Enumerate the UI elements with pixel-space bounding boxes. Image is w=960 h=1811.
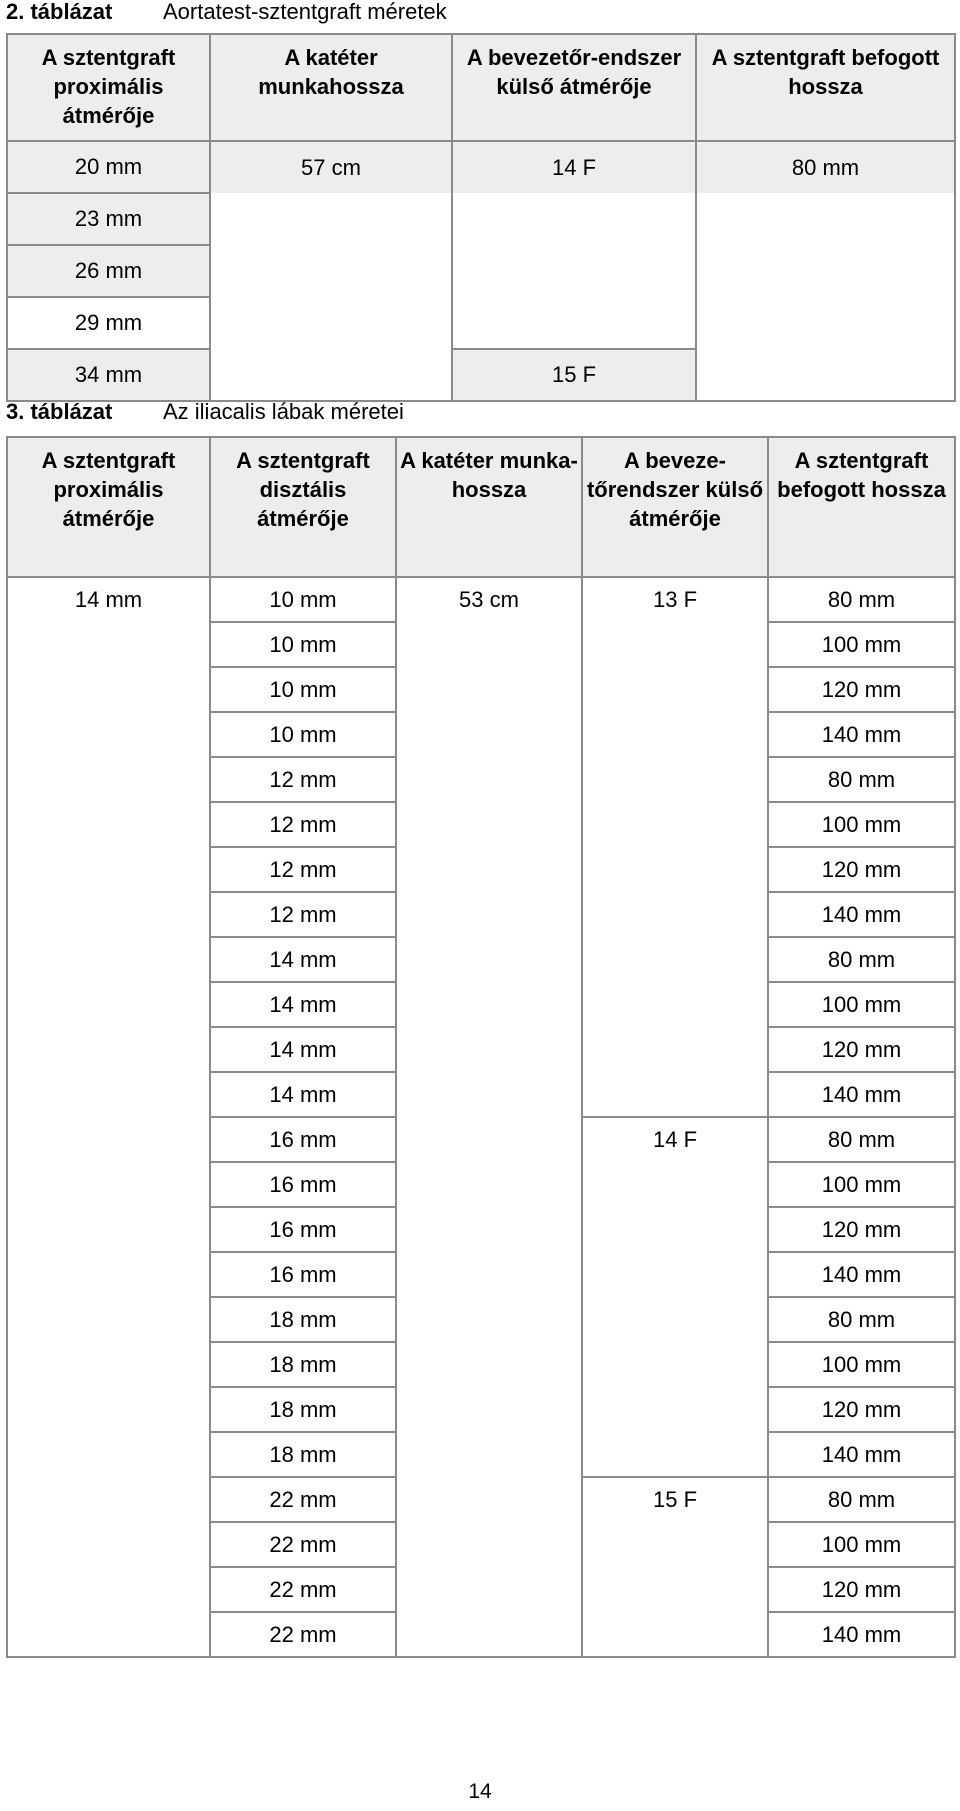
table2-proximal-cell: 34 mm <box>7 349 210 401</box>
table3-sheath-cell: 13 F <box>582 577 768 622</box>
table-row <box>7 1342 955 1387</box>
table-row <box>7 1027 955 1072</box>
table2-header-catheter: A katéter munkahossza <box>210 34 452 141</box>
table3-sheath-cell: 15 F <box>582 1477 768 1522</box>
table3-proximal-cell <box>7 1477 210 1522</box>
table3-proximal-cell <box>7 1297 210 1342</box>
table3-proximal-cell <box>7 982 210 1027</box>
table3-proximal-cell <box>7 1387 210 1432</box>
table3-length-cell: 100 mm <box>768 1522 955 1567</box>
table3-distal-cell: 16 mm <box>210 1117 396 1162</box>
table-row <box>7 193 955 245</box>
table-row <box>7 1297 955 1342</box>
page-number: 14 <box>468 1780 492 1803</box>
table3-length-cell: 80 mm <box>768 757 955 802</box>
table2-blank-cell <box>210 297 452 349</box>
table3-catheter-cell <box>396 1477 582 1522</box>
table3-distal-cell: 10 mm <box>210 577 396 622</box>
table3-distal-cell: 16 mm <box>210 1162 396 1207</box>
table3-distal-cell: 10 mm <box>210 667 396 712</box>
table3-header-length: A sztentgraft befogott hossza <box>768 437 955 577</box>
table-row <box>7 141 955 193</box>
table3-catheter-cell <box>396 1207 582 1252</box>
table-row <box>7 667 955 712</box>
table-row <box>7 245 955 297</box>
table3-proximal-cell <box>7 1162 210 1207</box>
table-row <box>7 1207 955 1252</box>
table3-distal-cell: 14 mm <box>210 1072 396 1117</box>
table-row <box>7 1567 955 1612</box>
table3-length-cell: 140 mm <box>768 1432 955 1477</box>
table3-sheath-cell <box>582 1252 768 1297</box>
table3-catheter-cell <box>396 937 582 982</box>
table3-distal-cell: 22 mm <box>210 1612 396 1657</box>
table3-proximal-cell <box>7 802 210 847</box>
table3-length-cell: 80 mm <box>768 1297 955 1342</box>
table-row <box>7 1387 955 1432</box>
table2-catheter-cell: 57 cm <box>210 141 452 193</box>
table3 <box>6 436 956 1658</box>
table2-sheath-cell: 15 F <box>452 349 696 401</box>
table3-catheter-cell <box>396 622 582 667</box>
table3-proximal-cell: 14 mm <box>7 577 210 622</box>
table-row <box>7 802 955 847</box>
table3-length-cell: 120 mm <box>768 1567 955 1612</box>
table2-header-row <box>7 34 955 141</box>
table2-caption-number: 2. táblázat <box>6 0 113 24</box>
table3-catheter-cell <box>396 1117 582 1162</box>
table3-catheter-cell <box>396 757 582 802</box>
table3-length-cell: 140 mm <box>768 1612 955 1657</box>
table2-blank-cell <box>696 349 955 401</box>
table3-caption-title: Az iliacalis lábak méretei <box>163 399 404 424</box>
table3-proximal-cell <box>7 712 210 757</box>
table2-length-cell: 80 mm <box>696 141 955 193</box>
table2-blank-cell <box>452 193 696 245</box>
table2-header-sheath: A bevezetőr-endszer külső átmérője <box>452 34 696 141</box>
table3-catheter-cell <box>396 1027 582 1072</box>
table3-distal-cell: 12 mm <box>210 847 396 892</box>
table3-catheter-cell: 53 cm <box>396 577 582 622</box>
table3-length-cell: 100 mm <box>768 1162 955 1207</box>
table-row <box>7 712 955 757</box>
table3-sheath-cell <box>582 1162 768 1207</box>
table3-sheath-cell <box>582 892 768 937</box>
table2-sheath-cell: 14 F <box>452 141 696 193</box>
table3-length-cell: 140 mm <box>768 1252 955 1297</box>
table3-catheter-cell <box>396 1387 582 1432</box>
table3-length-cell: 120 mm <box>768 1027 955 1072</box>
table3-distal-cell: 16 mm <box>210 1252 396 1297</box>
table3-length-cell: 140 mm <box>768 1072 955 1117</box>
table3-length-cell: 120 mm <box>768 847 955 892</box>
table3-catheter-cell <box>396 1612 582 1657</box>
table3-header-sheath: A beveze-tőrendszer külső átmérője <box>582 437 768 577</box>
table3-distal-cell: 18 mm <box>210 1342 396 1387</box>
table3-sheath-cell <box>582 1027 768 1072</box>
table3-catheter-cell <box>396 847 582 892</box>
table3-catheter-cell <box>396 712 582 757</box>
table3-caption <box>6 398 404 426</box>
table3-distal-cell: 14 mm <box>210 937 396 982</box>
table2 <box>6 33 956 402</box>
table3-proximal-cell <box>7 622 210 667</box>
table3-sheath-cell <box>582 1387 768 1432</box>
table-row <box>7 622 955 667</box>
table3-proximal-cell <box>7 1117 210 1162</box>
table3-sheath-cell <box>582 622 768 667</box>
table3-catheter-cell <box>396 1252 582 1297</box>
table3-distal-cell: 12 mm <box>210 757 396 802</box>
table3-catheter-cell <box>396 1072 582 1117</box>
table-row <box>7 297 955 349</box>
table2-blank-cell <box>210 193 452 245</box>
table-row <box>7 1522 955 1567</box>
table3-length-cell: 80 mm <box>768 577 955 622</box>
table3-sheath-cell <box>582 1342 768 1387</box>
table-row <box>7 577 955 622</box>
table3-sheath-cell <box>582 802 768 847</box>
table3-sheath-cell <box>582 1432 768 1477</box>
table3-distal-cell: 18 mm <box>210 1432 396 1477</box>
table3-length-cell: 140 mm <box>768 892 955 937</box>
table3-sheath-cell <box>582 1567 768 1612</box>
table-row <box>7 1252 955 1297</box>
table3-sheath-cell <box>582 712 768 757</box>
table2-blank-cell <box>452 297 696 349</box>
table3-header-proximal: A sztentgraft proximális átmérője <box>7 437 210 577</box>
table3-sheath-cell: 14 F <box>582 1117 768 1162</box>
table3-sheath-cell <box>582 1612 768 1657</box>
table3-length-cell: 120 mm <box>768 1207 955 1252</box>
table-row <box>7 982 955 1027</box>
table3-header-row <box>7 437 955 577</box>
table3-proximal-cell <box>7 1432 210 1477</box>
table3-length-cell: 80 mm <box>768 1477 955 1522</box>
table3-proximal-cell <box>7 1522 210 1567</box>
table3-proximal-cell <box>7 1252 210 1297</box>
table3-length-cell: 100 mm <box>768 802 955 847</box>
table3-proximal-cell <box>7 937 210 982</box>
table3-caption-number: 3. táblázat <box>6 399 113 424</box>
table3-distal-cell: 18 mm <box>210 1297 396 1342</box>
table3-catheter-cell <box>396 892 582 937</box>
table-row <box>7 937 955 982</box>
table2-header-length: A sztentgraft befogott hossza <box>696 34 955 141</box>
table2-proximal-cell: 20 mm <box>7 141 210 193</box>
table-row <box>7 1162 955 1207</box>
table3-length-cell: 100 mm <box>768 622 955 667</box>
table3-proximal-cell <box>7 1567 210 1612</box>
table-row <box>7 1477 955 1522</box>
table3-length-cell: 140 mm <box>768 712 955 757</box>
table-row <box>7 1432 955 1477</box>
table3-proximal-cell <box>7 1612 210 1657</box>
table3-catheter-cell <box>396 802 582 847</box>
table3-length-cell: 80 mm <box>768 1117 955 1162</box>
table2-blank-cell <box>696 245 955 297</box>
table-row <box>7 1117 955 1162</box>
table3-proximal-cell <box>7 1207 210 1252</box>
table2-proximal-cell: 23 mm <box>7 193 210 245</box>
table3-catheter-cell <box>396 1522 582 1567</box>
table2-blank-cell <box>210 349 452 401</box>
table3-distal-cell: 14 mm <box>210 1027 396 1072</box>
table3-sheath-cell <box>582 757 768 802</box>
table2-proximal-cell: 29 mm <box>7 297 210 349</box>
table3-catheter-cell <box>396 1567 582 1612</box>
table2-blank-cell <box>696 297 955 349</box>
table3-catheter-cell <box>396 1432 582 1477</box>
table3-length-cell: 120 mm <box>768 667 955 712</box>
table3-proximal-cell <box>7 1072 210 1117</box>
table3-distal-cell: 10 mm <box>210 622 396 667</box>
table3-distal-cell: 16 mm <box>210 1207 396 1252</box>
table2-caption-title: Aortatest-sztentgraft méretek <box>163 0 447 24</box>
table3-sheath-cell <box>582 847 768 892</box>
table3-proximal-cell <box>7 757 210 802</box>
table3-distal-cell: 12 mm <box>210 802 396 847</box>
table3-sheath-cell <box>582 1072 768 1117</box>
table3-sheath-cell <box>582 1522 768 1567</box>
table-row <box>7 757 955 802</box>
table2-header-proximal: A sztentgraft proximális átmérője <box>7 34 210 141</box>
table3-header-distal: A sztentgraft disztális átmérője <box>210 437 396 577</box>
table3-catheter-cell <box>396 1162 582 1207</box>
table2-blank-cell <box>210 245 452 297</box>
table3-body <box>7 577 955 1657</box>
table3-proximal-cell <box>7 892 210 937</box>
table-row <box>7 349 955 401</box>
table-row <box>7 892 955 937</box>
table3-sheath-cell <box>582 667 768 712</box>
table3-distal-cell: 14 mm <box>210 982 396 1027</box>
table3-sheath-cell <box>582 982 768 1027</box>
table3-proximal-cell <box>7 1027 210 1072</box>
table3-length-cell: 100 mm <box>768 982 955 1027</box>
table-row <box>7 1612 955 1657</box>
table3-length-cell: 120 mm <box>768 1387 955 1432</box>
table3-header-catheter: A katéter munka-hossza <box>396 437 582 577</box>
table3-sheath-cell <box>582 1297 768 1342</box>
table2-caption <box>6 0 447 26</box>
table3-distal-cell: 22 mm <box>210 1567 396 1612</box>
table3-length-cell: 100 mm <box>768 1342 955 1387</box>
table3-distal-cell: 12 mm <box>210 892 396 937</box>
table3-catheter-cell <box>396 1342 582 1387</box>
table3-catheter-cell <box>396 982 582 1027</box>
table3-distal-cell: 18 mm <box>210 1387 396 1432</box>
table3-catheter-cell <box>396 1297 582 1342</box>
table3-proximal-cell <box>7 1342 210 1387</box>
table2-proximal-cell: 26 mm <box>7 245 210 297</box>
table3-proximal-cell <box>7 847 210 892</box>
table3-distal-cell: 22 mm <box>210 1477 396 1522</box>
table-row <box>7 847 955 892</box>
table3-proximal-cell <box>7 667 210 712</box>
table3-distal-cell: 10 mm <box>210 712 396 757</box>
table-row <box>7 1072 955 1117</box>
table3-length-cell: 80 mm <box>768 937 955 982</box>
table3-catheter-cell <box>396 667 582 712</box>
table3-sheath-cell <box>582 937 768 982</box>
table3-sheath-cell <box>582 1207 768 1252</box>
table2-blank-cell <box>696 193 955 245</box>
table3-distal-cell: 22 mm <box>210 1522 396 1567</box>
table2-blank-cell <box>452 245 696 297</box>
